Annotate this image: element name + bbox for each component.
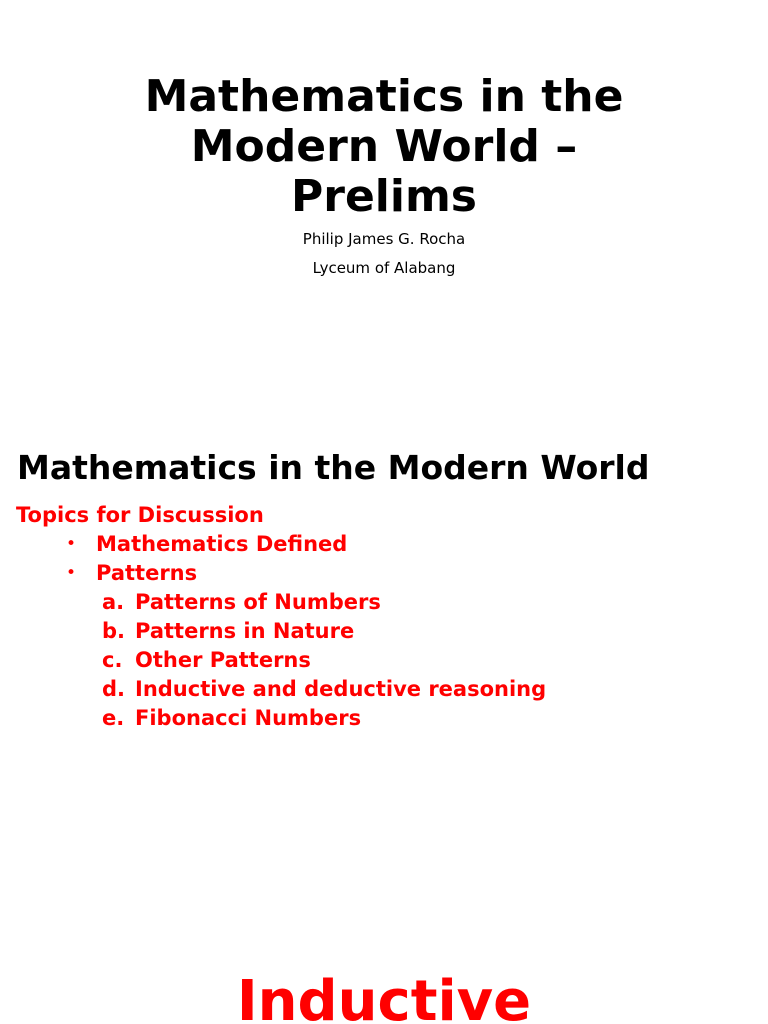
bullet-text: Mathematics Defined bbox=[96, 532, 348, 556]
sub-topic-item bbox=[16, 704, 546, 733]
sub-topic-text: Inductive and deductive reasoning bbox=[135, 677, 547, 701]
school-name: Lyceum of Alabang bbox=[312, 259, 456, 277]
topics-heading: Topics for Discussion bbox=[16, 503, 264, 527]
slide-1-title-line-2: Modern World – bbox=[190, 121, 578, 172]
author-name: Philip James G. Rocha bbox=[302, 230, 466, 248]
sub-topic-item bbox=[16, 588, 546, 617]
topics-block bbox=[16, 501, 546, 733]
sub-topic-list bbox=[16, 588, 546, 733]
sub-topic-text: Patterns of Numbers bbox=[135, 590, 381, 614]
sub-topic-text: Other Patterns bbox=[135, 648, 311, 672]
sub-topic-letter: d. bbox=[102, 677, 126, 701]
sub-topic-item bbox=[16, 646, 546, 675]
bullet-text: Patterns bbox=[96, 561, 198, 585]
slide-2-title: Mathematics in the Modern World bbox=[17, 448, 650, 487]
sub-topic-text: Patterns in Nature bbox=[135, 619, 355, 643]
bullet-icon: • bbox=[66, 534, 77, 554]
sub-topic-letter: a. bbox=[102, 590, 125, 614]
slide-3-title: Inductive bbox=[236, 969, 532, 1024]
bullet-icon: • bbox=[66, 563, 77, 583]
bullet-list bbox=[16, 530, 546, 588]
bullet-item bbox=[16, 530, 546, 559]
sub-topic-text: Fibonacci Numbers bbox=[135, 706, 362, 730]
sub-topic-item bbox=[16, 675, 546, 704]
sub-topic-letter: c. bbox=[102, 648, 123, 672]
slide-1-title-line-3: Prelims bbox=[291, 171, 477, 222]
sub-topic-letter: b. bbox=[102, 619, 126, 643]
slide-1-title bbox=[0, 72, 768, 222]
bullet-item bbox=[16, 559, 546, 588]
sub-topic-letter: e. bbox=[102, 706, 125, 730]
sub-topic-item bbox=[16, 617, 546, 646]
slide-1-title-line-1: Mathematics in the bbox=[144, 71, 624, 122]
